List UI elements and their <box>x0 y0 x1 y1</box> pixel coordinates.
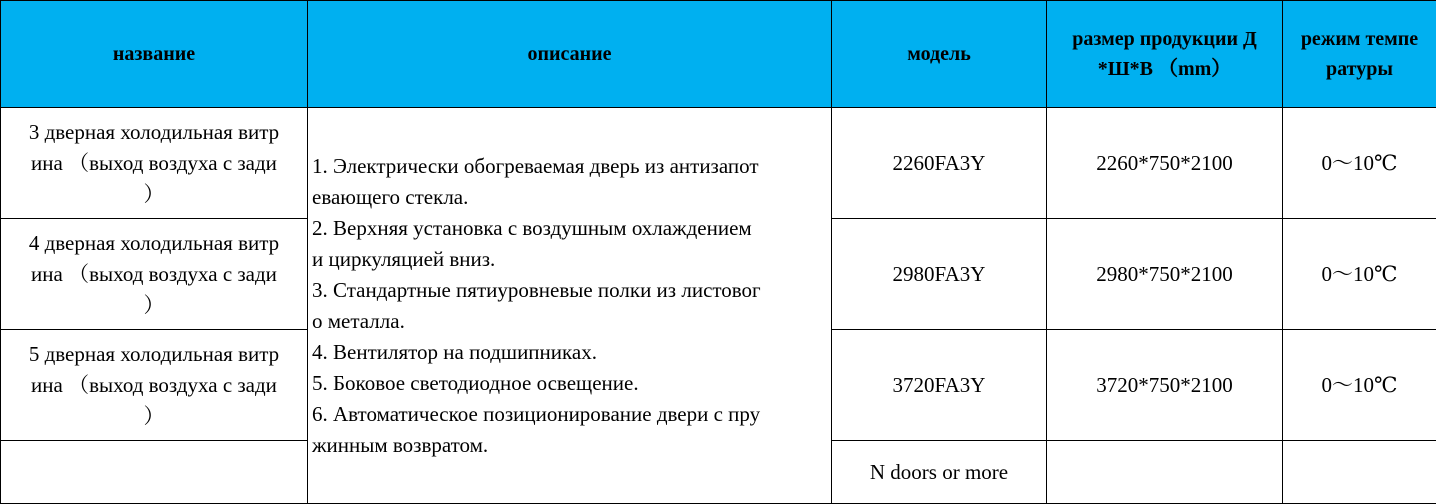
header-size <box>1047 1 1283 108</box>
product-name-line: 4 дверная холодильная витр <box>5 228 303 259</box>
empty-size-cell <box>1047 441 1283 504</box>
model-cell: 2260FA3Y <box>832 108 1047 219</box>
description-line: жинным возвратом. <box>312 430 827 461</box>
header-model-label: модель <box>907 43 971 65</box>
description-line: 6. Автоматическое позиционирование двери с пру <box>312 399 827 430</box>
header-size-line2: *Ш*В （mm） <box>1047 54 1282 84</box>
table-row <box>1 108 1436 219</box>
empty-temperature-cell <box>1283 441 1436 504</box>
header-temp-line1: режим темпе <box>1283 24 1436 54</box>
size-cell: 2260*750*2100 <box>1047 108 1283 219</box>
model-cell: 3720FA3Y <box>832 330 1047 441</box>
product-name-line: ина （выход воздуха с зади <box>5 370 303 401</box>
product-name-line: ） <box>5 401 303 432</box>
model-cell: N doors or more <box>832 441 1047 504</box>
header-size-line1: размер продукции Д <box>1047 24 1282 54</box>
product-name-line: 5 дверная холодильная витр <box>5 339 303 370</box>
description-line: 5. Боковое светодиодное освещение. <box>312 368 827 399</box>
product-name-line: ） <box>5 179 303 210</box>
size-cell: 2980*750*2100 <box>1047 219 1283 330</box>
temperature-cell: 0～10℃ <box>1283 330 1436 441</box>
header-temp-line2: ратуры <box>1283 54 1436 84</box>
size-cell: 3720*750*2100 <box>1047 330 1283 441</box>
product-name-line: 3 дверная холодильная витр <box>5 117 303 148</box>
description-line: о металла. <box>312 306 827 337</box>
header-row <box>1 1 1436 108</box>
temperature-cell: 0～10℃ <box>1283 219 1436 330</box>
header-description <box>308 1 832 108</box>
description-cell <box>308 108 832 504</box>
product-name-line: ина （выход воздуха с зади <box>5 259 303 290</box>
product-name-cell <box>1 330 308 441</box>
product-name-cell <box>1 108 308 219</box>
empty-name-cell <box>1 441 308 504</box>
description-line: 3. Стандартные пятиуровневые полки из листовог <box>312 275 827 306</box>
model-cell: 2980FA3Y <box>832 219 1047 330</box>
description-line: и циркуляцией вниз. <box>312 244 827 275</box>
header-description-label: описание <box>527 43 611 65</box>
temperature-cell: 0～10℃ <box>1283 108 1436 219</box>
header-name <box>1 1 308 108</box>
product-name-cell <box>1 219 308 330</box>
product-name-line: ） <box>5 290 303 321</box>
product-name-line: ина （выход воздуха с зади <box>5 148 303 179</box>
description-line: евающего стекла. <box>312 182 827 213</box>
description-line: 1. Электрически обогреваемая дверь из антизапот <box>312 151 827 182</box>
header-model <box>832 1 1047 108</box>
header-temp <box>1283 1 1436 108</box>
description-line: 2. Верхняя установка с воздушным охлаждением <box>312 213 827 244</box>
header-name-label: название <box>113 43 195 65</box>
description-line: 4. Вентилятор на подшипниках. <box>312 337 827 368</box>
